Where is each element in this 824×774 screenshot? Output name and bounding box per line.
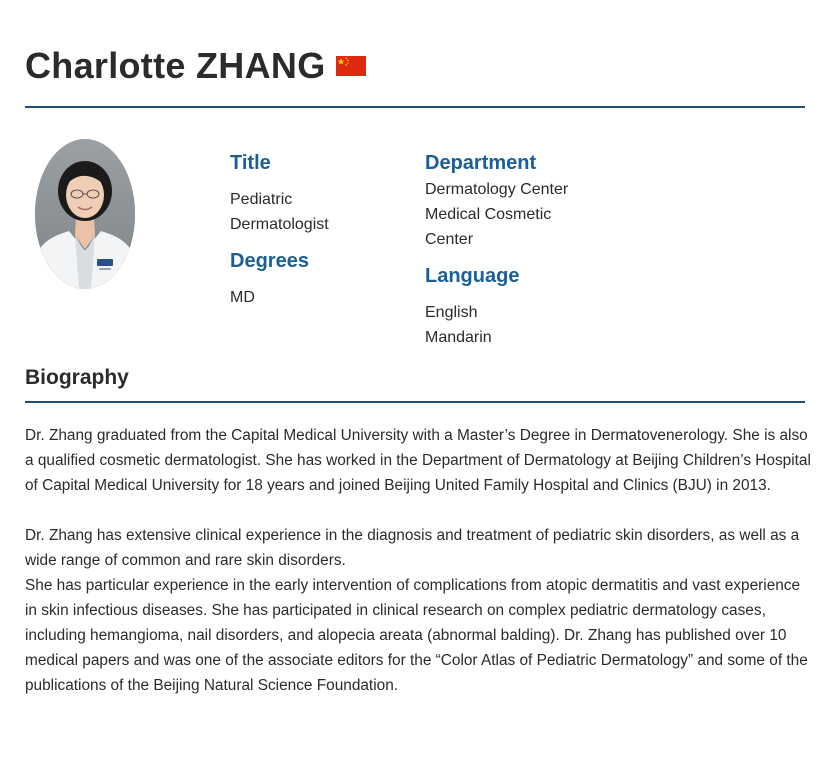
biography-header xyxy=(25,362,805,403)
department-label: Department xyxy=(425,152,537,174)
department-line: Center xyxy=(425,231,474,248)
profile-header xyxy=(25,38,805,108)
title-label: Title xyxy=(230,152,271,174)
department-line: Medical Cosmetic xyxy=(425,206,552,223)
department-value xyxy=(425,177,568,252)
biography-text xyxy=(25,423,815,698)
doctor-name: Charlotte ZHANG xyxy=(25,45,326,86)
degrees-value xyxy=(230,285,255,310)
language-line: Mandarin xyxy=(425,329,492,346)
department-line: Dermatology Center xyxy=(425,181,569,198)
degrees-label: Degrees xyxy=(230,250,309,272)
doctor-portrait xyxy=(35,139,135,289)
degree-line: MD xyxy=(230,289,255,306)
language-label: Language xyxy=(425,265,520,287)
title-value xyxy=(230,187,329,237)
china-flag-icon xyxy=(336,56,366,76)
biography-paragraph xyxy=(25,523,815,698)
biography-sentence: She has particular experience in the early intervention of complications from atopic dermatitis and vast experience in skin infectious diseases. She has participated in clinical research on complex pediatric dermatology cases, including hemangioma, nail disorders, and alopecia areata (abnormal balding). Dr. Zhang has published over 10 medical papers and was one of the associate editors for the “Color Atlas of Pediatric Dermatology” and some of the publications of the Beijing Natural Science Foundation. xyxy=(25,577,808,694)
language-line: English xyxy=(425,304,478,321)
biography-paragraph: Dr. Zhang graduated from the Capital Medical University with a Master’s Degree in Dermatovenerology. She is also a qualified cosmetic dermatologist. She has worked in the Department of Dermatology at Beijing Children’s Hospital of Capital Medical University for 18 years and joined Beijing United Family Hospital and Clinics (BJU) in 2013. xyxy=(25,427,811,494)
title-line: Pediatric xyxy=(230,191,293,208)
portrait-image xyxy=(35,139,135,289)
language-value xyxy=(425,300,492,350)
title-line: Dermatologist xyxy=(230,216,329,233)
biography-heading: Biography xyxy=(25,366,129,389)
page-title xyxy=(25,44,366,88)
biography-sentence: Dr. Zhang has extensive clinical experience in the diagnosis and treatment of pediatric skin disorders, as well as a wide range of common and rare skin disorders. xyxy=(25,527,800,569)
